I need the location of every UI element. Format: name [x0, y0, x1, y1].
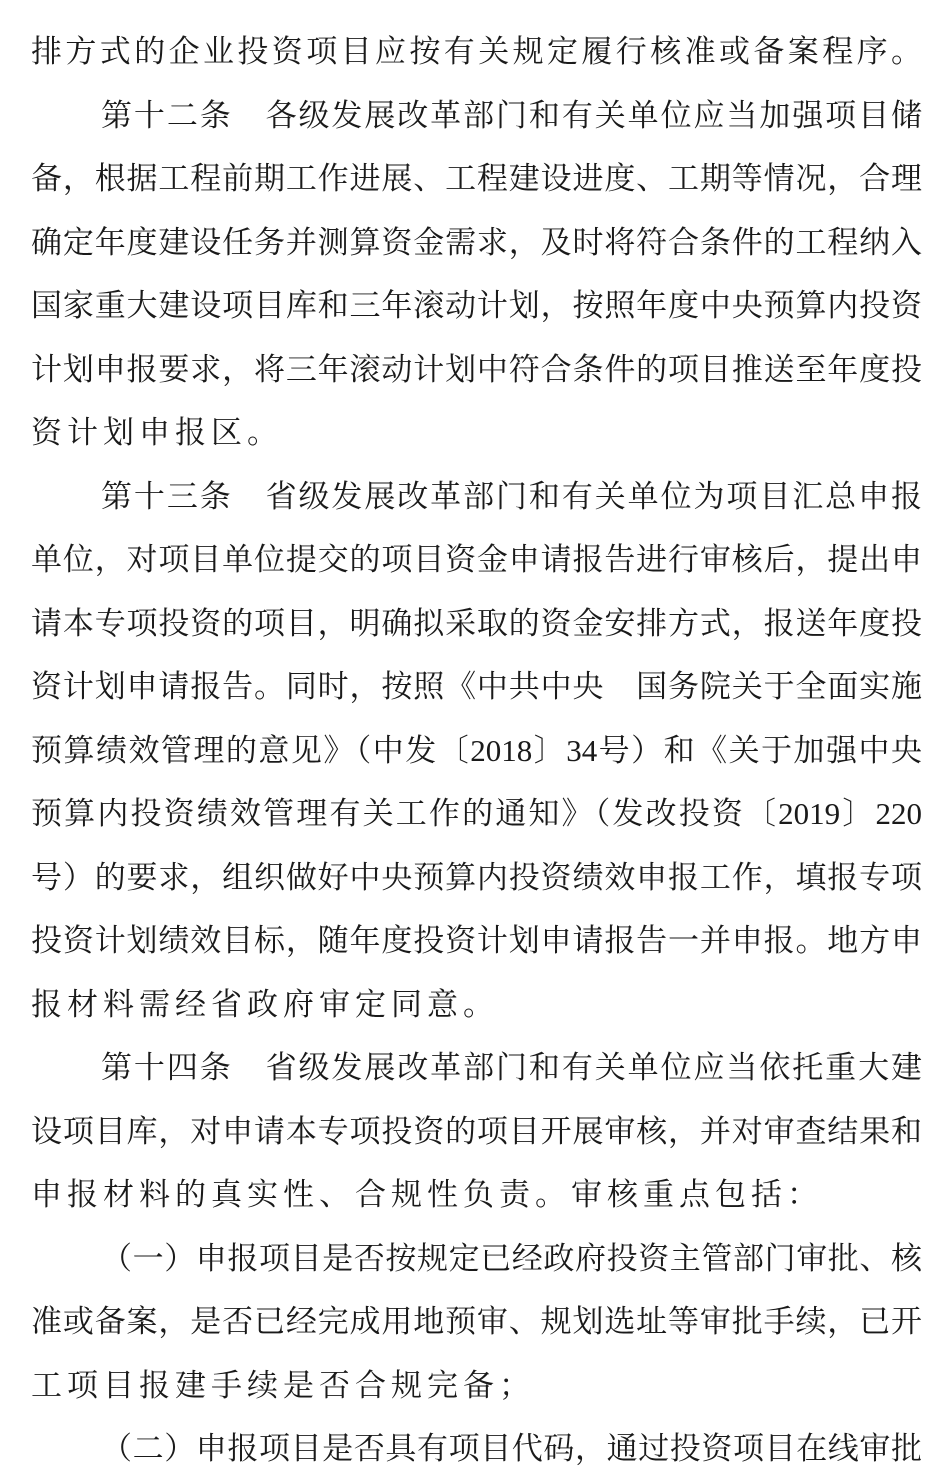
document-line: 设项目库，对申请本专项投资的项目开展审核，并对审查结果和	[31, 1113, 922, 1149]
document-line: 报材料需经省政府审定同意。	[31, 986, 499, 1022]
document-line: 确定年度建设任务并测算资金需求，及时将符合条件的工程纳入	[31, 224, 922, 260]
document-line: 第十四条 省级发展改革部门和有关单位应当依托重大建	[101, 1050, 922, 1085]
document-line: 资计划申报区。	[31, 415, 283, 450]
document-line: 第十二条 各级发展改革部门和有关单位应当加强项目储	[101, 97, 922, 133]
document-line: 申报材料的真实性、合规性负责。审核重点包括：	[31, 1177, 823, 1212]
document-line: （二）申报项目是否具有项目代码，通过投资项目在线审批	[101, 1431, 922, 1466]
document-line: 单位，对项目单位提交的项目资金申请报告进行审核后，提出申	[31, 542, 922, 577]
document-line: 准或备案，是否已经完成用地预审、规划选址等审批手续，已开	[31, 1304, 922, 1339]
document-line: 资计划申请报告。同时，按照《中共中央 国务院关于全面实施	[31, 669, 922, 704]
document-line: 工项目报建手续是否合规完备；	[31, 1367, 535, 1403]
document-line: 排方式的企业投资项目应按有关规定履行核准或备案程序。	[31, 34, 922, 69]
document-line: 预算内投资绩效管理有关工作的通知》（发改投资〔2019〕220	[31, 796, 922, 831]
document-line: 请本专项投资的项目，明确拟采取的资金安排方式，报送年度投	[31, 605, 922, 641]
document-line: 投资计划绩效目标，随年度投资计划申请报告一并申报。地方申	[31, 923, 922, 958]
document-line: （一）申报项目是否按规定已经政府投资主管部门审批、核	[101, 1240, 922, 1276]
document-line: 号）的要求，组织做好中央预算内投资绩效申报工作，填报专项	[31, 859, 922, 895]
document-body	[31, 20, 922, 1481]
document-line: 计划申报要求，将三年滚动计划中符合条件的项目推送至年度投	[31, 351, 922, 387]
document-line: 预算绩效管理的意见》（中发〔2018〕34号）和《关于加强中央	[31, 732, 922, 768]
document-line: 第十三条 省级发展改革部门和有关单位为项目汇总申报	[101, 478, 922, 514]
document-line: 备，根据工程前期工作进展、工程建设进度、工期等情况，合理	[31, 161, 922, 196]
document-line: 国家重大建设项目库和三年滚动计划，按照年度中央预算内投资	[31, 288, 922, 323]
